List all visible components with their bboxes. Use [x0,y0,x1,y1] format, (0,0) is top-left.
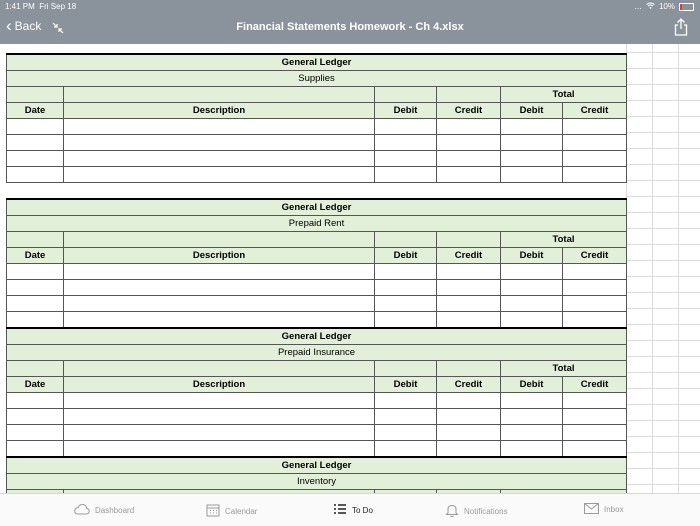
ledger-cell[interactable] [437,151,501,167]
ledger-cell[interactable] [375,441,437,457]
debit-header[interactable]: Debit [375,377,437,393]
ledger-cell[interactable] [437,135,501,151]
ledger-cell[interactable] [501,409,563,425]
ledger-cell[interactable] [437,280,501,296]
envelope-icon [584,503,599,516]
total-debit-header[interactable]: Debit [501,377,563,393]
tab-notifications[interactable]: Notifications [445,503,508,520]
date-header[interactable]: Date [7,248,64,264]
bell-icon [445,503,459,520]
ledger-account-name[interactable]: Prepaid Rent [7,216,627,232]
ledger-cell[interactable] [375,151,437,167]
ledger-cell[interactable] [7,296,64,312]
ledger-title[interactable]: General Ledger [7,328,627,345]
tab-inbox[interactable]: Inbox [584,503,624,516]
ledger-account-name[interactable]: Supplies [7,71,627,87]
ledger-cell[interactable] [437,393,501,409]
signal-icon: … [633,2,642,11]
cell[interactable] [437,87,501,103]
ledger-title[interactable]: General Ledger [7,54,627,71]
cell[interactable] [375,361,437,377]
ledger-cell[interactable] [563,393,627,409]
ledger-cell[interactable] [64,296,375,312]
ledger-cell[interactable] [437,119,501,135]
tab-to-do[interactable]: To Do [333,503,373,517]
ledger-cell[interactable] [7,167,64,183]
general-ledger-table [6,198,626,328]
ledger-cell[interactable] [375,119,437,135]
total-credit-header[interactable]: Credit [563,248,627,264]
ledger-cell[interactable] [64,119,375,135]
ledger-cell[interactable] [501,425,563,441]
status-bar [0,0,700,13]
ledger-cell[interactable] [64,135,375,151]
cloud-icon [74,503,90,517]
cell[interactable] [375,232,437,248]
ledger-cell[interactable] [437,409,501,425]
cell[interactable] [7,361,64,377]
ledger-cell[interactable] [64,151,375,167]
ledger-cell[interactable] [7,312,64,328]
credit-header[interactable]: Credit [437,377,501,393]
battery-percent: 10% [658,2,675,11]
cell[interactable] [437,361,501,377]
description-header[interactable]: Description [64,377,375,393]
ledger-cell[interactable] [437,264,501,280]
ledger-account-name[interactable]: Prepaid Insurance [7,345,627,361]
status-time: 1:41 PM Fri Sep 18 [5,2,77,11]
ledger-cell[interactable] [563,119,627,135]
ledger-cell[interactable] [375,135,437,151]
ledger-cell[interactable] [7,135,64,151]
ledger-cell[interactable] [64,441,375,457]
ledger-cell[interactable] [375,167,437,183]
tab-dashboard[interactable]: Dashboard [74,503,134,517]
ledger-cell[interactable] [501,167,563,183]
status-indicators [634,2,694,11]
wifi-icon [646,2,655,11]
cell[interactable] [64,361,375,377]
ledger-cell[interactable] [563,312,627,328]
document-title: Financial Statements Homework - Ch 4.xlsx [236,21,464,33]
chevron-left-icon: ‹ [6,16,12,35]
ledger-cell[interactable] [64,425,375,441]
ledger-cell[interactable] [64,167,375,183]
ledger-cell[interactable] [501,296,563,312]
ledger-cell[interactable] [64,393,375,409]
ledger-cell[interactable] [375,312,437,328]
cell[interactable] [437,232,501,248]
total-debit-header[interactable]: Debit [501,248,563,264]
ledger-cell[interactable] [437,425,501,441]
ledger-cell[interactable] [501,441,563,457]
ledger-cell[interactable] [563,425,627,441]
calendar-icon [206,503,220,519]
ledger-title[interactable]: General Ledger [7,457,627,474]
credit-header[interactable]: Credit [437,248,501,264]
ledger-cell[interactable] [64,312,375,328]
ledger-cell[interactable] [7,119,64,135]
ledger-cell[interactable] [7,280,64,296]
tab-bar [0,493,700,526]
ledger-cell[interactable] [563,135,627,151]
cell[interactable] [375,87,437,103]
debit-header[interactable]: Debit [375,103,437,119]
ledger-cell[interactable] [437,441,501,457]
back-label: Back [14,19,42,33]
ledger-cell[interactable] [563,409,627,425]
ledger-cell[interactable] [64,280,375,296]
general-ledger-table [6,456,626,493]
ledger-cell[interactable] [563,151,627,167]
cell[interactable] [7,87,64,103]
date-header[interactable]: Date [7,103,64,119]
ledger-cell[interactable] [437,312,501,328]
ledger-account-name[interactable]: Inventory [7,474,627,490]
total-credit-header[interactable]: Credit [563,377,627,393]
ledger-cell[interactable] [375,425,437,441]
spreadsheet-view[interactable] [0,44,700,493]
date-header[interactable]: Date [7,377,64,393]
ledger-cell[interactable] [501,135,563,151]
ledger-cell[interactable] [375,393,437,409]
ledger-cell[interactable] [7,425,64,441]
ledger-title[interactable]: General Ledger [7,199,627,216]
ledger-cell[interactable] [7,409,64,425]
general-ledger-table [6,53,626,183]
ledger-cell[interactable] [563,280,627,296]
debit-header[interactable]: Debit [375,248,437,264]
total-debit-header[interactable]: Debit [501,103,563,119]
ledger-cell[interactable] [375,296,437,312]
cell[interactable] [64,87,375,103]
ledger-cell[interactable] [501,280,563,296]
tab-calendar[interactable]: Calendar [206,503,257,519]
description-header[interactable]: Description [64,248,375,264]
total-header[interactable]: Total [501,87,627,103]
battery-icon [679,3,694,11]
ledger-cell[interactable] [501,151,563,167]
ledger-cell[interactable] [7,264,64,280]
ledger-cell[interactable] [437,296,501,312]
ledger-cell[interactable] [501,119,563,135]
ledger-cell[interactable] [375,264,437,280]
general-ledger-table [6,327,626,457]
ledger-cell[interactable] [64,264,375,280]
share-icon[interactable] [674,18,688,41]
ledger-cell[interactable] [7,441,64,457]
ledger-cell[interactable] [501,393,563,409]
ledger-cell[interactable] [563,296,627,312]
list-icon [333,503,347,517]
ledger-cell[interactable] [437,167,501,183]
total-header[interactable]: Total [501,361,627,377]
total-credit-header[interactable]: Credit [563,103,627,119]
ledger-cell[interactable] [563,264,627,280]
ledger-cell[interactable] [501,264,563,280]
ledger-cell[interactable] [501,312,563,328]
ledger-cell[interactable] [563,167,627,183]
credit-header[interactable]: Credit [437,103,501,119]
ledger-cell[interactable] [7,151,64,167]
nav-bar [0,13,700,44]
cell[interactable] [64,232,375,248]
ledger-cell[interactable] [64,409,375,425]
description-header[interactable]: Description [64,103,375,119]
ledger-cell[interactable] [375,280,437,296]
total-header[interactable]: Total [501,232,627,248]
empty-grid [626,44,700,493]
ledger-cell[interactable] [7,393,64,409]
cell[interactable] [7,232,64,248]
ledger-cell[interactable] [563,441,627,457]
ledger-cell[interactable] [375,409,437,425]
